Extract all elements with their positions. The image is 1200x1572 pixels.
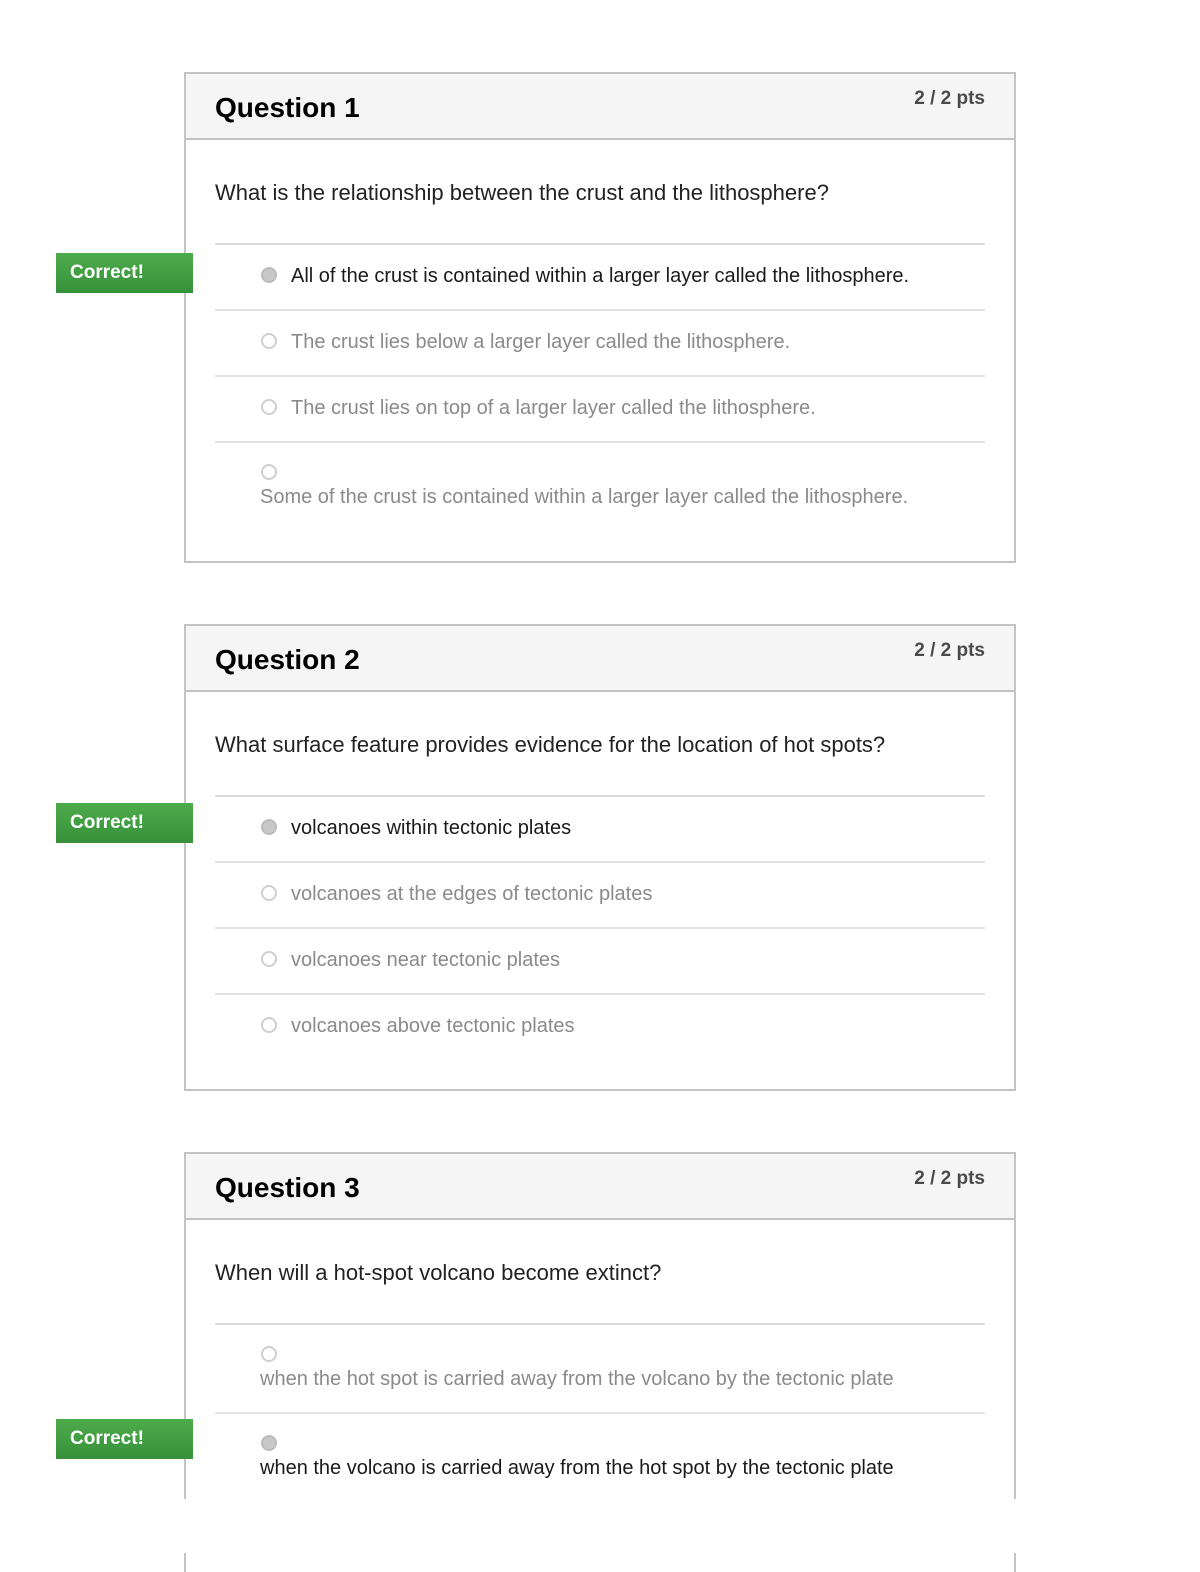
radio-icon[interactable]	[261, 333, 277, 349]
question-body	[186, 140, 1014, 532]
radio-icon[interactable]	[261, 951, 277, 967]
question-title: Question 2	[215, 644, 360, 675]
answer-option[interactable]	[215, 797, 985, 863]
question-points: 2 / 2 pts	[914, 88, 985, 109]
correct-badge: Correct!	[56, 1419, 193, 1459]
question-text: What is the relationship between the crust and the lithosphere?	[215, 140, 985, 245]
question-text: When will a hot-spot volcano become extinct?	[215, 1220, 985, 1325]
page-bottom-margin	[0, 1499, 1200, 1553]
correct-badge: Correct!	[56, 253, 193, 293]
question-header	[186, 626, 1014, 692]
radio-selected-icon[interactable]	[261, 267, 277, 283]
answer-option[interactable]	[215, 311, 985, 377]
answer-text: when the volcano is carried away from the hot spot by the tectonic plate	[260, 1457, 894, 1479]
answer-option[interactable]	[215, 995, 985, 1061]
question-body	[186, 1220, 1014, 1503]
answer-option[interactable]	[215, 377, 985, 443]
answer-text: volcanoes near tectonic plates	[291, 949, 561, 971]
answer-text: The crust lies below a larger layer called the lithosphere.	[291, 331, 791, 353]
question-text: What surface feature provides evidence for the location of hot spots?	[215, 692, 985, 797]
radio-selected-icon[interactable]	[261, 1435, 277, 1451]
radio-selected-icon[interactable]	[261, 819, 277, 835]
question-header	[186, 1154, 1014, 1220]
answer-option[interactable]	[215, 245, 985, 311]
answer-option[interactable]	[215, 1325, 985, 1414]
question-card-1	[184, 72, 1016, 563]
question-points: 2 / 2 pts	[914, 1168, 985, 1189]
answer-option[interactable]	[215, 929, 985, 995]
answer-option[interactable]	[215, 1414, 985, 1503]
radio-icon[interactable]	[261, 464, 277, 480]
radio-icon[interactable]	[261, 399, 277, 415]
question-title: Question 3	[215, 1172, 360, 1203]
question-title: Question 1	[215, 92, 360, 123]
answer-text: volcanoes within tectonic plates	[291, 817, 572, 839]
question-header	[186, 74, 1014, 140]
question-body	[186, 692, 1014, 1061]
question-points: 2 / 2 pts	[914, 640, 985, 661]
answer-option[interactable]	[215, 863, 985, 929]
answer-text: volcanoes above tectonic plates	[291, 1015, 575, 1037]
answer-text: All of the crust is contained within a larger layer called the lithosphere.	[291, 265, 910, 287]
answer-text: The crust lies on top of a larger layer called the lithosphere.	[291, 397, 816, 419]
radio-icon[interactable]	[261, 1346, 277, 1362]
radio-icon[interactable]	[261, 885, 277, 901]
radio-icon[interactable]	[261, 1017, 277, 1033]
answer-option[interactable]	[215, 443, 985, 532]
question-card-2	[184, 624, 1016, 1091]
answer-text: volcanoes at the edges of tectonic plates	[291, 883, 653, 905]
answer-text: Some of the crust is contained within a larger layer called the lithosphere.	[260, 486, 909, 508]
correct-badge: Correct!	[56, 803, 193, 843]
answer-text: when the hot spot is carried away from the volcano by the tectonic plate	[260, 1368, 894, 1390]
